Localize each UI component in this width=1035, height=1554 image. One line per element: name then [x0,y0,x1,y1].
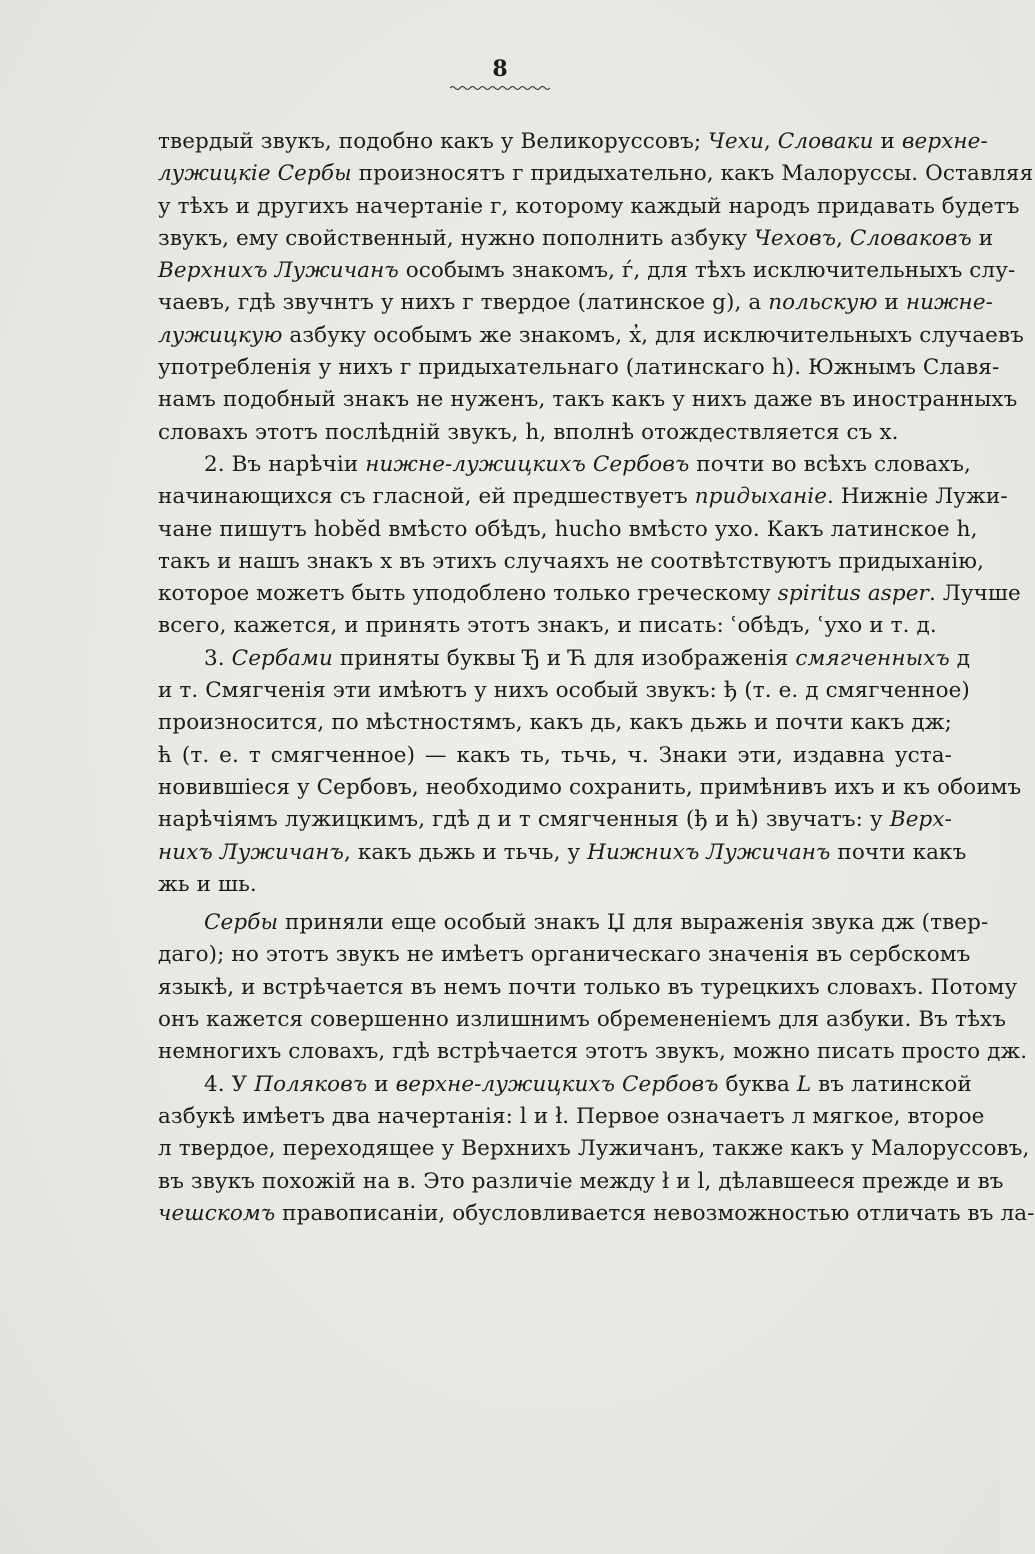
text-line [158,255,1016,287]
paragraph [158,643,1022,901]
paragraph [158,907,1028,1068]
paragraph [158,449,1021,643]
italic-text: польскую [768,290,878,316]
text-run: ћ (т. е. т смягченное) — какъ ть, тьчь, ч. Знаки эти, издавна уста- [158,742,952,768]
text-line [158,610,952,642]
text-run: , [763,129,778,154]
text-line [158,1198,1035,1230]
body-text [158,126,1035,1230]
italic-text: смягченныхъ [795,645,950,671]
text-run: 3. [204,645,232,671]
text-line [158,352,1000,384]
text-line [158,514,978,546]
text-run: которое можетъ быть уподоблено только греческому [158,581,778,607]
text-run: намъ подобный знакъ не нуженъ, такъ какъ у нихъ даже въ иностранныхъ [158,387,1018,413]
text-run: . Лучше [928,581,1021,607]
text-line [158,1133,1030,1165]
text-line [158,772,1022,804]
text-line [158,1004,1007,1036]
text-line [158,287,994,319]
text-run: словахъ этотъ послѣдній звукъ, h, вполнѣ отождествляется съ х. [158,419,899,445]
text-run: азбукѣ имѣетъ два начертанія: l и ł. Первое означаетъ л мягкое, второе [158,1103,985,1129]
text-run: . Нижніе Лужи- [827,484,1008,510]
text-run: 2. Въ нарѣчіи [204,451,366,477]
text-run: почти во всѣхъ словахъ, [689,451,971,477]
italic-text: Чеховъ [754,225,837,251]
text-run: и [367,1071,396,1097]
text-run: произносится, по мѣстностямъ, какъ дь, какъ дьжь и почти какъ дж; [158,710,952,736]
text-run: произносятъ г придыхательно, какъ Малоруссы. Оставляя [351,161,1034,187]
text-run: правописаніи, обусловливается невозможностью отличать въ ла- [275,1200,1035,1226]
text-run: азбуку особымъ же знакомъ, х̓, для исключительныхъ случаевъ [282,322,1024,348]
text-line [158,158,1034,190]
text-run: буква [718,1071,797,1097]
text-run: особымъ знакомъ, ѓ, для тѣхъ исключительныхъ слу- [398,258,1016,284]
text-run: приняли еще особый знакъ Џ для выраженія звука дж (твер- [278,910,989,936]
text-run: у тѣхъ и другихъ начертаніе г, которому каждый народъ придавать будетъ [158,193,1020,219]
text-line [158,707,952,739]
text-line [158,675,970,707]
italic-text: Сербами [231,645,333,671]
page-number: 8 [492,56,508,82]
text-run: твердый звукъ, подобно какъ у Великоруссовъ; [158,129,709,154]
text-line [158,1069,972,1101]
paragraph [158,1069,1035,1230]
text-line [158,449,971,481]
text-run: новившіеся у Сербовъ, необходимо сохранить, примѣнивъ ихъ и къ обоимъ [158,774,1022,800]
text-run: и т. Смягченія эти имѣютъ у нихъ особый звукъ: ђ (т. е. д смягченное) [158,678,970,704]
text-line [158,643,971,675]
text-line [158,1166,1004,1198]
italic-text: нижне-лужицкихъ Сербовъ [365,451,690,477]
text-run: немногихъ словахъ, гдѣ встрѣчается этотъ звукъ, можно писать просто дж. [158,1039,1028,1065]
italic-text: нижне- [905,290,994,316]
text-run: и [873,129,902,154]
text-run: даго); но этотъ звукъ не имѣетъ органическаго значенія въ сербскомъ [158,942,971,968]
italic-text: L [796,1071,812,1097]
italic-text: лужицкіе Сербы [158,161,352,187]
text-line [158,907,989,939]
text-line [158,1101,985,1133]
text-run: д [949,645,971,671]
text-run: чане пишутъ hobĕd вмѣсто обѣдъ, hucho вмѣсто ухо. Какъ латинское h, [158,516,978,542]
italic-text: Сербы [204,910,279,936]
text-run: чаевъ, гдѣ звучнтъ у нихъ г твердое (латинское g), а [158,290,769,316]
text-run: употребленія у нихъ г придыхательнаго (латинскаго h). Южнымъ Славя- [158,355,1000,381]
text-line [158,320,1024,352]
italic-text: Чехи [708,129,764,154]
text-run: нарѣчіямъ лужицкимъ, гдѣ д и т смягченныя (ђ и ћ) звучатъ: у [158,807,890,833]
text-line [158,578,1021,610]
page-header [0,56,1000,92]
italic-text: Верх- [889,807,952,833]
italic-text: spiritus asper [777,581,929,607]
text-run: л твердое, переходящее у Верхнихъ Лужичанъ, также какъ у Малоруссовъ, [158,1136,1030,1162]
text-line [158,804,952,836]
italic-text: придыханіе [694,484,828,510]
italic-text: Верхнихъ Лужичанъ [158,258,399,284]
text-line [158,740,952,772]
text-line [158,1036,1028,1068]
text-run: начинающихся съ гласной, ей предшествуетъ [158,484,695,510]
text-run: звукъ, ему свойственный, нужно пополнить азбуку [158,225,755,251]
text-line [158,837,967,869]
text-run: въ звукъ похожій на в. Это различіе между ł и l, дѣлавшееся прежде и въ [158,1168,1004,1194]
text-line [158,417,952,449]
text-run: и [877,290,906,316]
italic-text: верхне- [901,129,988,154]
text-run: такъ и нашъ знакъ х въ этихъ случаяхъ не соотвѣтствуютъ придыханію, [158,548,985,574]
text-run: въ латинской [811,1071,972,1097]
italic-text: Нижнихъ Лужичанъ [587,839,831,865]
text-run: , [836,225,850,251]
text-line [158,972,1018,1004]
paragraph [158,126,1034,449]
italic-text: нихъ Лужичанъ [158,839,344,865]
text-line [158,223,994,255]
text-line [158,126,988,158]
text-line [158,939,971,971]
text-run: онъ кажется совершенно излишнимъ обремененіемъ для азбуки. Въ тѣхъ [158,1007,1007,1033]
text-line [158,869,952,901]
italic-text: чешскомъ [158,1200,276,1226]
text-run: языкѣ, и встрѣчается въ немъ почти только въ турецкихъ словахъ. Потому [158,974,1018,1000]
italic-text: Словаковъ [849,225,972,251]
italic-text: верхне-лужицкихъ Сербовъ [395,1071,719,1097]
text-line [158,191,1020,223]
text-run: почти какъ [830,839,967,865]
text-run: , какъ дьжь и тьчь, у [343,839,588,865]
text-run: 4. У [204,1071,255,1097]
text-line [158,481,1008,513]
text-line [158,384,1018,416]
italic-text: Поляковъ [254,1071,368,1097]
text-line [158,546,985,578]
italic-text: лужицкую [158,322,283,348]
text-run: жь и шь. [158,871,257,897]
text-run: приняты буквы Ђ и Ћ для изображенія [332,645,796,671]
text-run: и [971,225,994,251]
wavy-rule-ornament [450,84,550,92]
text-run: всего, кажется, и принять этотъ знакъ, и писать: ʿобѣдъ, ʿухо и т. д. [158,613,937,639]
italic-text: Словаки [777,129,874,154]
